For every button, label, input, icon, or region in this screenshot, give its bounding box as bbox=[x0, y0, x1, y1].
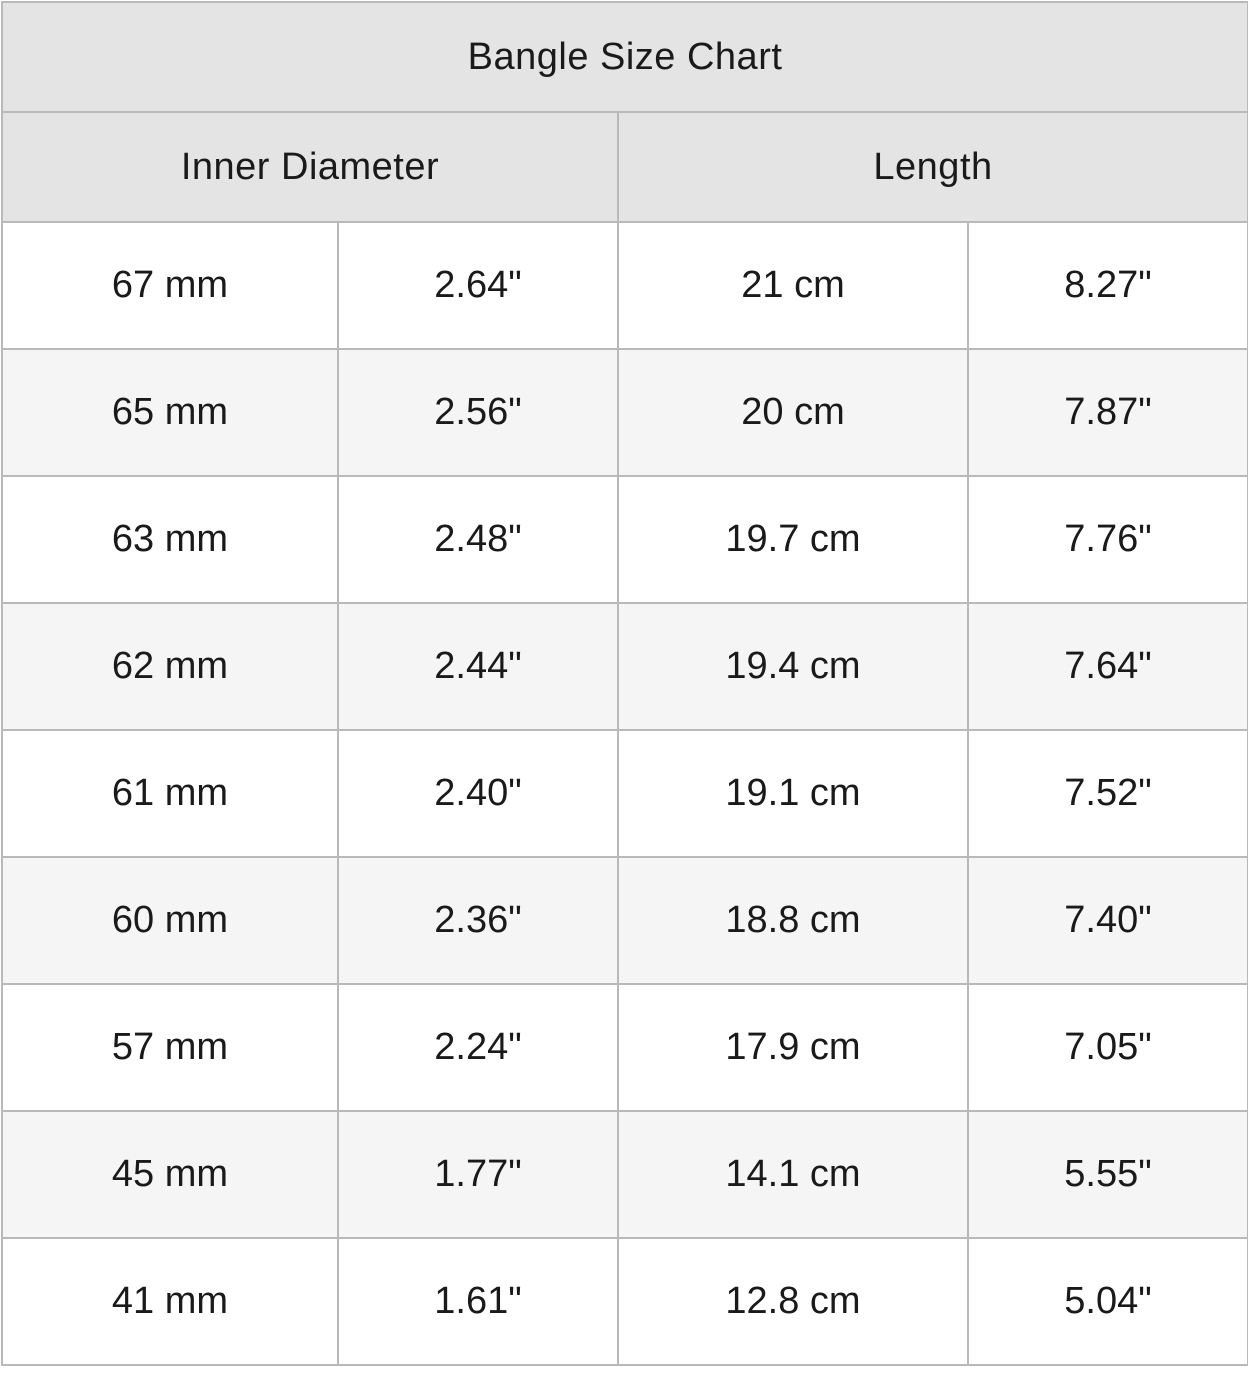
diameter-mm-cell: 62 mm bbox=[2, 603, 338, 730]
table-row bbox=[2, 476, 1248, 603]
length-cm-cell: 18.8 cm bbox=[618, 857, 968, 984]
table-row bbox=[2, 603, 1248, 730]
length-cm-cell: 20 cm bbox=[618, 349, 968, 476]
table-row bbox=[2, 1238, 1248, 1365]
length-cm-cell: 17.9 cm bbox=[618, 984, 968, 1111]
diameter-in-cell: 2.40" bbox=[338, 730, 618, 857]
inner-diameter-header: Inner Diameter bbox=[2, 112, 618, 222]
table-row bbox=[2, 1111, 1248, 1238]
diameter-mm-cell: 60 mm bbox=[2, 857, 338, 984]
diameter-mm-cell: 57 mm bbox=[2, 984, 338, 1111]
diameter-mm-cell: 61 mm bbox=[2, 730, 338, 857]
diameter-in-cell: 2.56" bbox=[338, 349, 618, 476]
length-in-cell: 7.40" bbox=[968, 857, 1248, 984]
length-in-cell: 7.64" bbox=[968, 603, 1248, 730]
diameter-in-cell: 1.61" bbox=[338, 1238, 618, 1365]
diameter-in-cell: 2.24" bbox=[338, 984, 618, 1111]
length-cm-cell: 14.1 cm bbox=[618, 1111, 968, 1238]
table-row bbox=[2, 857, 1248, 984]
length-in-cell: 5.55" bbox=[968, 1111, 1248, 1238]
length-cm-cell: 21 cm bbox=[618, 222, 968, 349]
diameter-in-cell: 2.44" bbox=[338, 603, 618, 730]
diameter-in-cell: 2.36" bbox=[338, 857, 618, 984]
table-row bbox=[2, 222, 1248, 349]
table-title-row bbox=[2, 2, 1248, 112]
table-row bbox=[2, 349, 1248, 476]
diameter-mm-cell: 67 mm bbox=[2, 222, 338, 349]
length-cm-cell: 19.4 cm bbox=[618, 603, 968, 730]
length-in-cell: 7.76" bbox=[968, 476, 1248, 603]
length-cm-cell: 19.1 cm bbox=[618, 730, 968, 857]
diameter-mm-cell: 41 mm bbox=[2, 1238, 338, 1365]
length-in-cell: 5.04" bbox=[968, 1238, 1248, 1365]
length-cm-cell: 19.7 cm bbox=[618, 476, 968, 603]
length-in-cell: 8.27" bbox=[968, 222, 1248, 349]
length-in-cell: 7.87" bbox=[968, 349, 1248, 476]
table-row bbox=[2, 984, 1248, 1111]
diameter-mm-cell: 45 mm bbox=[2, 1111, 338, 1238]
diameter-in-cell: 1.77" bbox=[338, 1111, 618, 1238]
length-header: Length bbox=[618, 112, 1248, 222]
diameter-mm-cell: 63 mm bbox=[2, 476, 338, 603]
table-title: Bangle Size Chart bbox=[2, 2, 1248, 112]
length-cm-cell: 12.8 cm bbox=[618, 1238, 968, 1365]
table-row bbox=[2, 730, 1248, 857]
diameter-in-cell: 2.64" bbox=[338, 222, 618, 349]
bangle-size-chart-table bbox=[1, 1, 1248, 1366]
diameter-in-cell: 2.48" bbox=[338, 476, 618, 603]
diameter-mm-cell: 65 mm bbox=[2, 349, 338, 476]
table-group-header-row bbox=[2, 112, 1248, 222]
length-in-cell: 7.05" bbox=[968, 984, 1248, 1111]
length-in-cell: 7.52" bbox=[968, 730, 1248, 857]
